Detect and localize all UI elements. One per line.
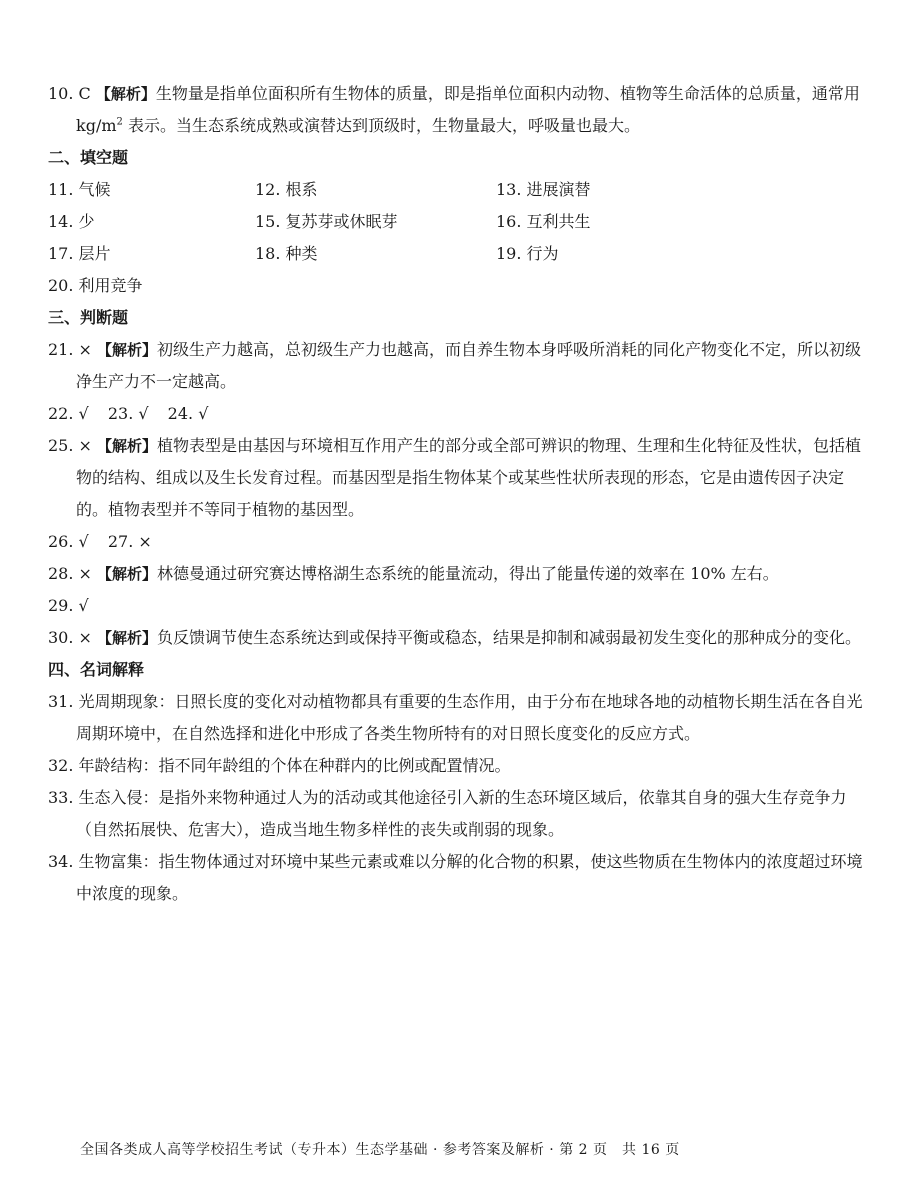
answer-15: 15. 复苏芽或休眠芽 [255, 212, 398, 231]
term-33: 33. 生态入侵：是指外来物种通过人为的活动或其他途径引入新的生态环境区域后，依靠其自身的强大生存竞争力（自然拓展快、危害大），造成当地生物多样性的丧失或削弱的现象。 [48, 788, 847, 839]
answer-21 [48, 334, 868, 398]
answer-23: 23. √ [107, 404, 149, 423]
answer-17: 17. 层片 [48, 244, 111, 263]
answer-25 [48, 430, 868, 526]
answer-12: 12. 根系 [255, 180, 318, 199]
fill-in-answers [48, 174, 868, 302]
answer-20: 20. 利用竞争 [48, 276, 143, 295]
analysis-text: 林德曼通过研究赛达博格湖生态系统的能量流动，得出了能量传递的效率在 10% 左右。 [157, 564, 779, 583]
analysis-text: 生物量是指单位面积所有生物体的质量，即是指单位面积内动物、植物等生命活体的总质量，通常用 kg/m [76, 84, 860, 135]
analysis-tag: 【解析】 [97, 565, 158, 583]
term-32: 32. 年龄结构：指不同年龄组的个体在种群内的比例或配置情况。 [48, 756, 511, 775]
section-heading-fill-in: 二、填空题 [48, 148, 129, 167]
answers-22-24 [48, 398, 868, 430]
analysis-text: 植物表型是由基因与环境相互作用产生的部分或全部可辨识的物理、生理和生化特征及性状，包括植物的结构、组成以及生长发育过程。而基因型是指生物体某个或某些性状所表现的形态，它是由遗传因子决定的。植物表型并不等同于植物的基因型。 [76, 436, 862, 519]
answer-number: 10. C [48, 84, 91, 103]
answer-16: 16. 互利共生 [496, 212, 591, 231]
answer-11: 11. 气候 [48, 180, 111, 199]
analysis-tag: 【解析】 [97, 437, 158, 455]
analysis-text: 初级生产力越高，总初级生产力也越高，而自养生物本身呼吸所消耗的同化产物变化不定，所以初级净生产力不一定越高。 [76, 340, 862, 391]
answer-24: 24. √ [167, 404, 209, 423]
analysis-tag: 【解析】 [97, 341, 158, 359]
answer-number: 25. × [48, 436, 92, 455]
term-31: 31. 光周期现象：日照长度的变化对动植物都具有重要的生态作用，由于分布在地球各地的动植物长期生活在各自光周期环境中，在自然选择和进化中形成了各类生物所特有的对日照长度变化的反应方式。 [48, 692, 863, 743]
answer-22: 22. √ [48, 404, 89, 423]
answer-number: 21. × [48, 340, 92, 359]
answer-18: 18. 种类 [255, 244, 318, 263]
term-34: 34. 生物富集：指生物体通过对环境中某些元素或难以分解的化合物的积累，使这些物质在生物体内的浓度超过环境中浓度的现象。 [48, 852, 863, 903]
answer-number: 30. × [48, 628, 92, 647]
answer-27: 27. × [107, 532, 152, 551]
section-heading-judgement: 三、判断题 [48, 308, 129, 327]
answer-14: 14. 少 [48, 212, 95, 231]
analysis-text: 负反馈调节使生态系统达到或保持平衡或稳态，结果是抑制和减弱最初发生变化的那种成分的变化。 [157, 628, 862, 647]
answer-19: 19. 行为 [496, 244, 559, 263]
answers-26-27 [48, 526, 868, 558]
page-footer: 全国各类成人高等学校招生考试（专升本）生态学基础 · 参考答案及解析 · 第 2 页 共 16 页 [80, 1142, 680, 1158]
answer-number: 28. × [48, 564, 92, 583]
answer-30 [48, 622, 868, 654]
answer-page [48, 78, 868, 910]
section-heading-terms: 四、名词解释 [48, 660, 145, 679]
analysis-tag: 【解析】 [97, 629, 158, 647]
superscript: 2 [116, 116, 123, 128]
answer-26: 26. √ [48, 532, 89, 551]
analysis-text-cont: 表示。当生态系统成熟或演替达到顶级时，生物量最大，呼吸量也最大。 [122, 116, 640, 135]
answer-28 [48, 558, 868, 590]
answer-29: 29. √ [48, 596, 89, 615]
analysis-tag: 【解析】 [95, 85, 156, 103]
answer-13: 13. 进展演替 [496, 180, 591, 199]
answer-10 [48, 78, 868, 142]
